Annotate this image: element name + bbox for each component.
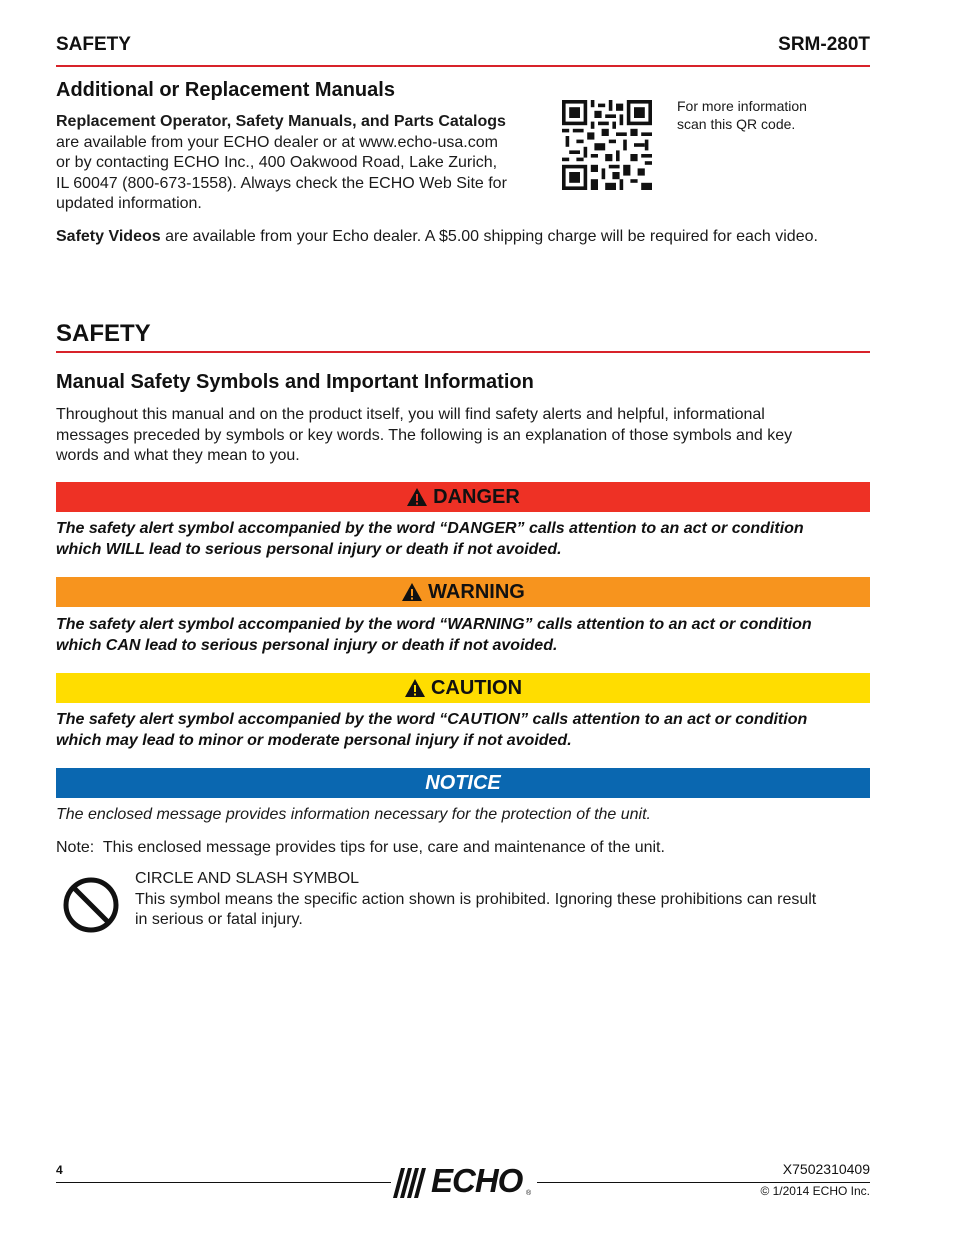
manuals-line: are available from your ECHO dealer or at www.echo-usa.com	[56, 133, 498, 151]
videos-paragraph	[56, 227, 876, 248]
manuals-lead: Replacement Operator, Safety Manuals, and Parts Catalogs	[56, 113, 506, 130]
intro-paragraph	[56, 405, 870, 467]
warning-banner	[56, 577, 870, 607]
manuals-line: updated information.	[56, 195, 202, 212]
caution-line: The safety alert symbol accompanied by the word “CAUTION” calls attention to an act or condition	[56, 711, 808, 728]
danger-label: DANGER	[433, 485, 520, 508]
prohibited-line: This symbol means the specific action shown is prohibited. Ignoring these prohibitions can result	[135, 890, 817, 908]
manuals-line: IL 60047 (800-673-1558). Always check the ECHO Web Site for	[56, 174, 507, 192]
circle-slash-icon	[62, 876, 120, 934]
danger-text	[56, 519, 870, 560]
prohibited-title: CIRCLE AND SLASH SYMBOL	[135, 870, 360, 887]
page-number: 4	[56, 1163, 63, 1177]
warning-line: The safety alert symbol accompanied by the word “WARNING” calls attention to an act or condition	[56, 616, 812, 633]
danger-banner	[56, 482, 870, 512]
logo-stripes-icon	[393, 1168, 433, 1198]
prohibited-block	[135, 869, 875, 931]
videos-text: are available from your Echo dealer. A $5.00 shipping charge will be required for each video.	[160, 228, 818, 245]
running-header-section: SAFETY	[56, 34, 131, 55]
danger-line: The safety alert symbol accompanied by the word “DANGER” calls attention to an act or condition	[56, 520, 804, 537]
registered-mark: ®	[526, 1190, 532, 1197]
section-rule	[56, 351, 870, 353]
intro-line: messages preceded by symbols or key words. The following is an explanation of those symbols and key	[56, 426, 793, 444]
alert-triangle-icon	[401, 582, 423, 602]
manuals-heading: Additional or Replacement Manuals	[56, 79, 395, 101]
qr-code-icon	[562, 100, 652, 190]
note-text: Note: This enclosed message provides tips for use, care and maintenance of the unit.	[56, 839, 665, 856]
qr-note-line: For more information	[677, 98, 807, 114]
danger-line: which WILL lead to serious personal injury or death if not avoided.	[56, 540, 562, 558]
notice-text: The enclosed message provides information necessary for the protection of the unit.	[56, 806, 651, 823]
symbols-heading: Manual Safety Symbols and Important Information	[56, 371, 534, 393]
copyright: © 1/2014 ECHO Inc.	[760, 1184, 870, 1198]
echo-logo	[393, 1162, 535, 1200]
logo-wordmark: ECHO	[431, 1162, 523, 1199]
running-header-model: SRM-280T	[778, 34, 870, 55]
footer-rule-left	[56, 1182, 391, 1183]
footer-rule-right	[537, 1182, 870, 1183]
videos-lead: Safety Videos	[56, 228, 161, 245]
intro-line: Throughout this manual and on the product itself, you will find safety alerts and helpful, informational	[56, 406, 765, 423]
prohibited-line: in serious or fatal injury.	[135, 911, 303, 928]
warning-text	[56, 615, 870, 656]
header-rule	[56, 65, 870, 67]
manuals-line: or by contacting ECHO Inc., 400 Oakwood Road, Lake Zurich,	[56, 154, 498, 171]
alert-triangle-icon	[406, 487, 428, 507]
alert-triangle-icon	[404, 678, 426, 698]
caution-label: CAUTION	[430, 676, 523, 699]
notice-label: NOTICE	[425, 771, 501, 794]
part-number: X7502310409	[782, 1161, 870, 1177]
caution-text	[56, 710, 870, 751]
caution-banner	[56, 673, 870, 703]
intro-line: words and what they mean to you.	[56, 447, 300, 464]
qr-note-line: scan this QR code.	[677, 116, 796, 132]
caution-line: which may lead to minor or moderate personal injury if not avoided.	[56, 731, 572, 749]
manuals-paragraph	[56, 112, 546, 215]
notice-banner	[56, 768, 870, 798]
qr-note	[677, 97, 807, 133]
warning-line: which CAN lead to serious personal injury or death if not avoided.	[56, 636, 558, 654]
section-title: SAFETY	[56, 320, 151, 347]
warning-label: WARNING	[428, 580, 525, 603]
